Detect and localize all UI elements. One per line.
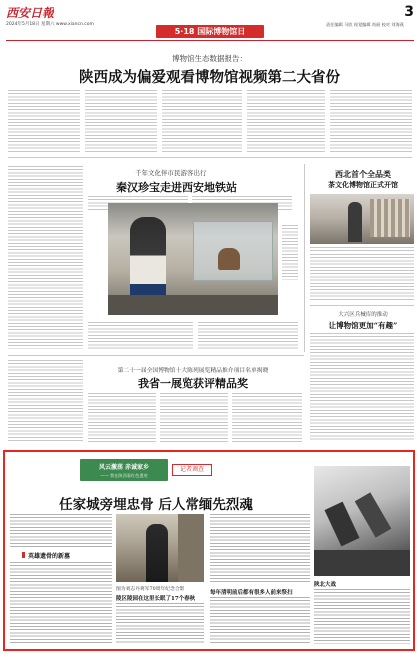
tea-bottom-rule <box>310 305 414 306</box>
feature-banner-sub: —— 我在陕西看红色遗迹 <box>100 473 148 478</box>
feature-subhead1-marker <box>22 552 25 558</box>
story5-body-col3 <box>160 393 228 442</box>
feature-side-caption-body <box>314 589 410 644</box>
story4-headline: 让博物馆更加“有趣” <box>328 321 398 330</box>
page-number: 3 <box>404 4 414 20</box>
feature-section-tag <box>172 464 212 476</box>
tea-title-line1: 西北首个全品类 <box>335 169 391 179</box>
feature-body-col1b <box>10 562 112 644</box>
feature-body-col2 <box>116 603 204 644</box>
feature-historic-photo <box>314 466 410 576</box>
metro-kicker: 千年文化伴市民游客出行 <box>135 169 207 177</box>
editor-line: 责任编辑 马欣 视觉编辑 尚丽 校对 刘海燕 <box>326 22 404 27</box>
tea-photo-shelf <box>370 199 410 237</box>
lead-body-col5 <box>330 90 412 152</box>
metro-body-col5 <box>198 322 298 350</box>
feature-side-caption-title: 陕北大战 <box>314 582 337 588</box>
story5-body-col4 <box>232 393 302 442</box>
feature-historic-figure1 <box>324 502 359 547</box>
feature-photo-person <box>146 524 168 582</box>
column-divider-right <box>304 164 305 352</box>
feature-body-col1 <box>10 514 112 548</box>
story4-kicker: 大兴区兵械库的推动 <box>338 312 388 318</box>
metro-photo <box>108 203 278 315</box>
feature-banner <box>80 459 168 481</box>
feature-photo-tree <box>178 514 204 582</box>
ribbon-text: 5·18 国际博物馆日 <box>174 27 246 36</box>
tea-photo-person <box>348 202 362 242</box>
middle-rule <box>8 355 304 356</box>
tea-photo <box>310 194 414 244</box>
metro-body-col1 <box>8 166 83 349</box>
feature-body-col3 <box>210 514 310 584</box>
metro-headline: 秦汉珍宝走进西安地铁站 <box>116 181 237 194</box>
story5-body-col1 <box>8 360 83 442</box>
feature-subhead1: 英雄遗骨的新墓 <box>28 553 71 560</box>
story5-kicker: 第二十一届全国博物馆十大陈列展览精品推介项目名单揭晓 <box>117 368 269 374</box>
feature-historic-figure2 <box>355 492 392 537</box>
tea-body <box>310 254 414 302</box>
metro-photo-floor <box>108 295 278 315</box>
feature-subhead2: 陵区陵园在这里长眠了17个春秋 <box>116 596 196 602</box>
story5-headline: 我省一展览获评精品奖 <box>138 377 248 390</box>
tea-photo-caption <box>310 247 414 251</box>
lead-kicker: 博物馆生态数据报告： <box>172 54 247 63</box>
feature-photo-memorial <box>116 514 204 582</box>
feature-historic-ground <box>314 550 410 576</box>
tea-title-line2: 茶文化博物馆正式开馆 <box>328 180 398 189</box>
lead-body-col3 <box>162 90 242 152</box>
metro-body-col4 <box>88 322 193 350</box>
lead-body-col4 <box>247 90 325 152</box>
lead-body-col1 <box>8 90 80 152</box>
lead-body-col2 <box>85 90 157 152</box>
masthead-rule <box>6 40 414 41</box>
newspaper-logo: 西安日報 <box>6 6 55 20</box>
feature-section-tag-text: 记者调查 <box>179 466 204 473</box>
masthead <box>6 4 414 38</box>
metro-photo-side-caption <box>282 225 298 280</box>
story4-body <box>310 333 414 441</box>
lead-headline: 陕西成为偏爱观看博物馆视频第二大省份 <box>79 69 340 86</box>
lead-bottom-rule <box>8 157 412 158</box>
story5-body-col2 <box>88 393 156 442</box>
museum-day-ribbon <box>156 25 264 38</box>
metro-photo-artifact <box>218 248 240 270</box>
date-line: 2024年5月18日 星期六 www.xiancn.com <box>6 22 94 27</box>
feature-headline: 任家城旁埋忠骨 后人常缅先烈魂 <box>59 497 253 513</box>
feature-subhead3: 每年清明前后都有很多人前来祭扫 <box>210 590 293 596</box>
feature-photo-caption: 图为刘志丹将军70周年纪念合影 <box>116 587 185 592</box>
feature-banner-text: 风云激荡 赤诚家乡 <box>98 464 150 471</box>
feature-body-col3b <box>210 597 310 644</box>
